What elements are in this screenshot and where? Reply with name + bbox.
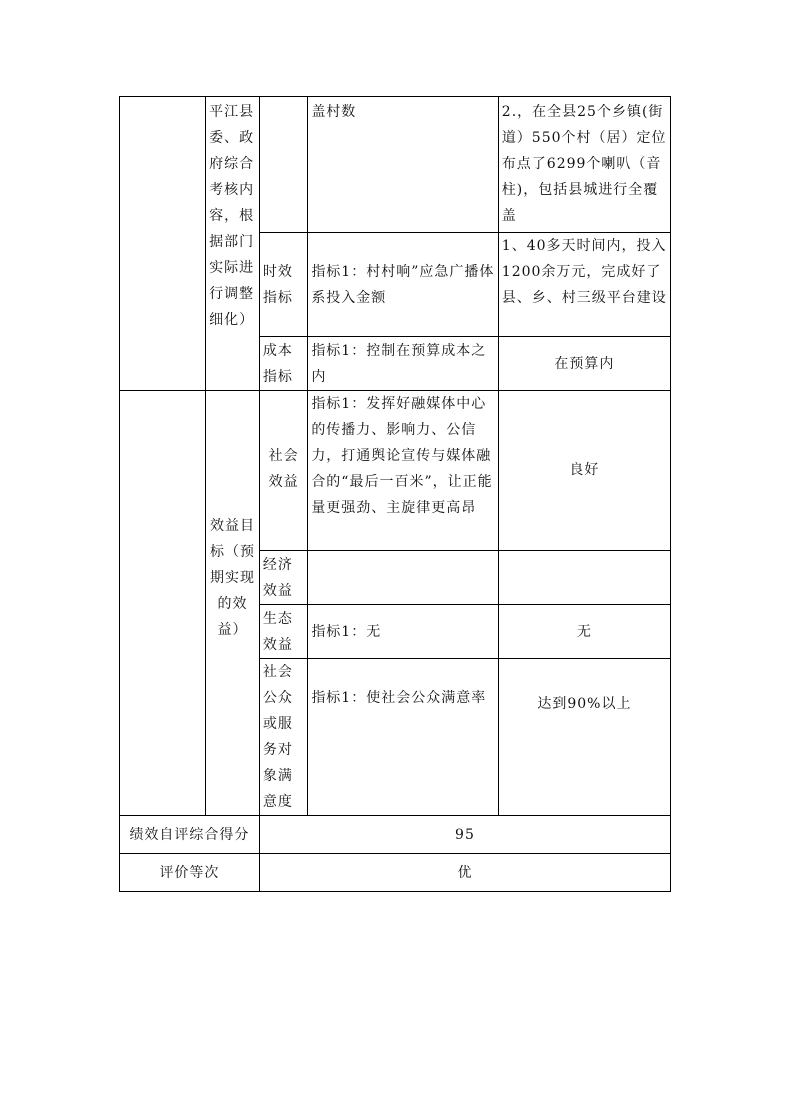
timeliness-label-cell: 时效指标 bbox=[259, 233, 307, 337]
grade-value-cell: 优 bbox=[259, 854, 670, 892]
ecological-value-cell: 无 bbox=[498, 605, 670, 659]
score-label-cell: 绩效自评综合得分 bbox=[120, 816, 260, 854]
outer-category-cell bbox=[120, 97, 206, 391]
economic-label-cell: 经济效益 bbox=[259, 551, 307, 605]
timeliness-value-cell: 1、40多天时间内，投入1200余万元，完成好了县、乡、村三级平台建设 bbox=[498, 233, 670, 337]
sub-label-cell bbox=[259, 97, 307, 233]
category-cell: 平江县委、政府综合考核内容，根据部门实际进行调整细化） bbox=[206, 97, 260, 391]
satisfaction-value-cell: 达到90%以上 bbox=[498, 659, 670, 816]
table-row bbox=[120, 816, 671, 854]
benefit-group-cell: 效益目标（预期实现的效益） bbox=[206, 391, 260, 816]
value-cell: 2.，在全县25个乡镇(街道）550个村（居）定位布点了6299个喇叭（音柱)，包括县城进行全覆盖 bbox=[498, 97, 670, 233]
performance-table bbox=[119, 96, 671, 892]
ecological-label-cell: 生态效益 bbox=[259, 605, 307, 659]
social-label-cell: 社会效益 bbox=[259, 391, 307, 551]
economic-value-cell bbox=[498, 551, 670, 605]
social-value-cell: 良好 bbox=[498, 391, 670, 551]
satisfaction-indicator-cell: 指标1：使社会公众满意率 bbox=[308, 659, 498, 816]
table-row bbox=[120, 854, 671, 892]
table-row bbox=[120, 97, 671, 233]
ecological-indicator-cell: 指标1：无 bbox=[308, 605, 498, 659]
outer-category-cell bbox=[120, 391, 206, 816]
cost-label-cell: 成本指标 bbox=[259, 337, 307, 391]
cost-indicator-cell: 指标1：控制在预算成本之内 bbox=[308, 337, 498, 391]
social-indicator-cell: 指标1：发挥好融媒体中心的传播力、影响力、公信力，打通舆论宣传与媒体融合的“最后一百米”，让正能量更强劲、主旋律更高昂 bbox=[308, 391, 498, 551]
grade-label-cell: 评价等次 bbox=[120, 854, 260, 892]
score-value-cell: 95 bbox=[259, 816, 670, 854]
indicator-cell: 盖村数 bbox=[308, 97, 498, 233]
cost-value-cell: 在预算内 bbox=[498, 337, 670, 391]
table-row bbox=[120, 391, 671, 551]
economic-indicator-cell bbox=[308, 551, 498, 605]
timeliness-indicator-cell: 指标1：村村响”应急广播体系投入金额 bbox=[308, 233, 498, 337]
satisfaction-label-cell: 社会公众或服务对象满意度 bbox=[259, 659, 307, 816]
